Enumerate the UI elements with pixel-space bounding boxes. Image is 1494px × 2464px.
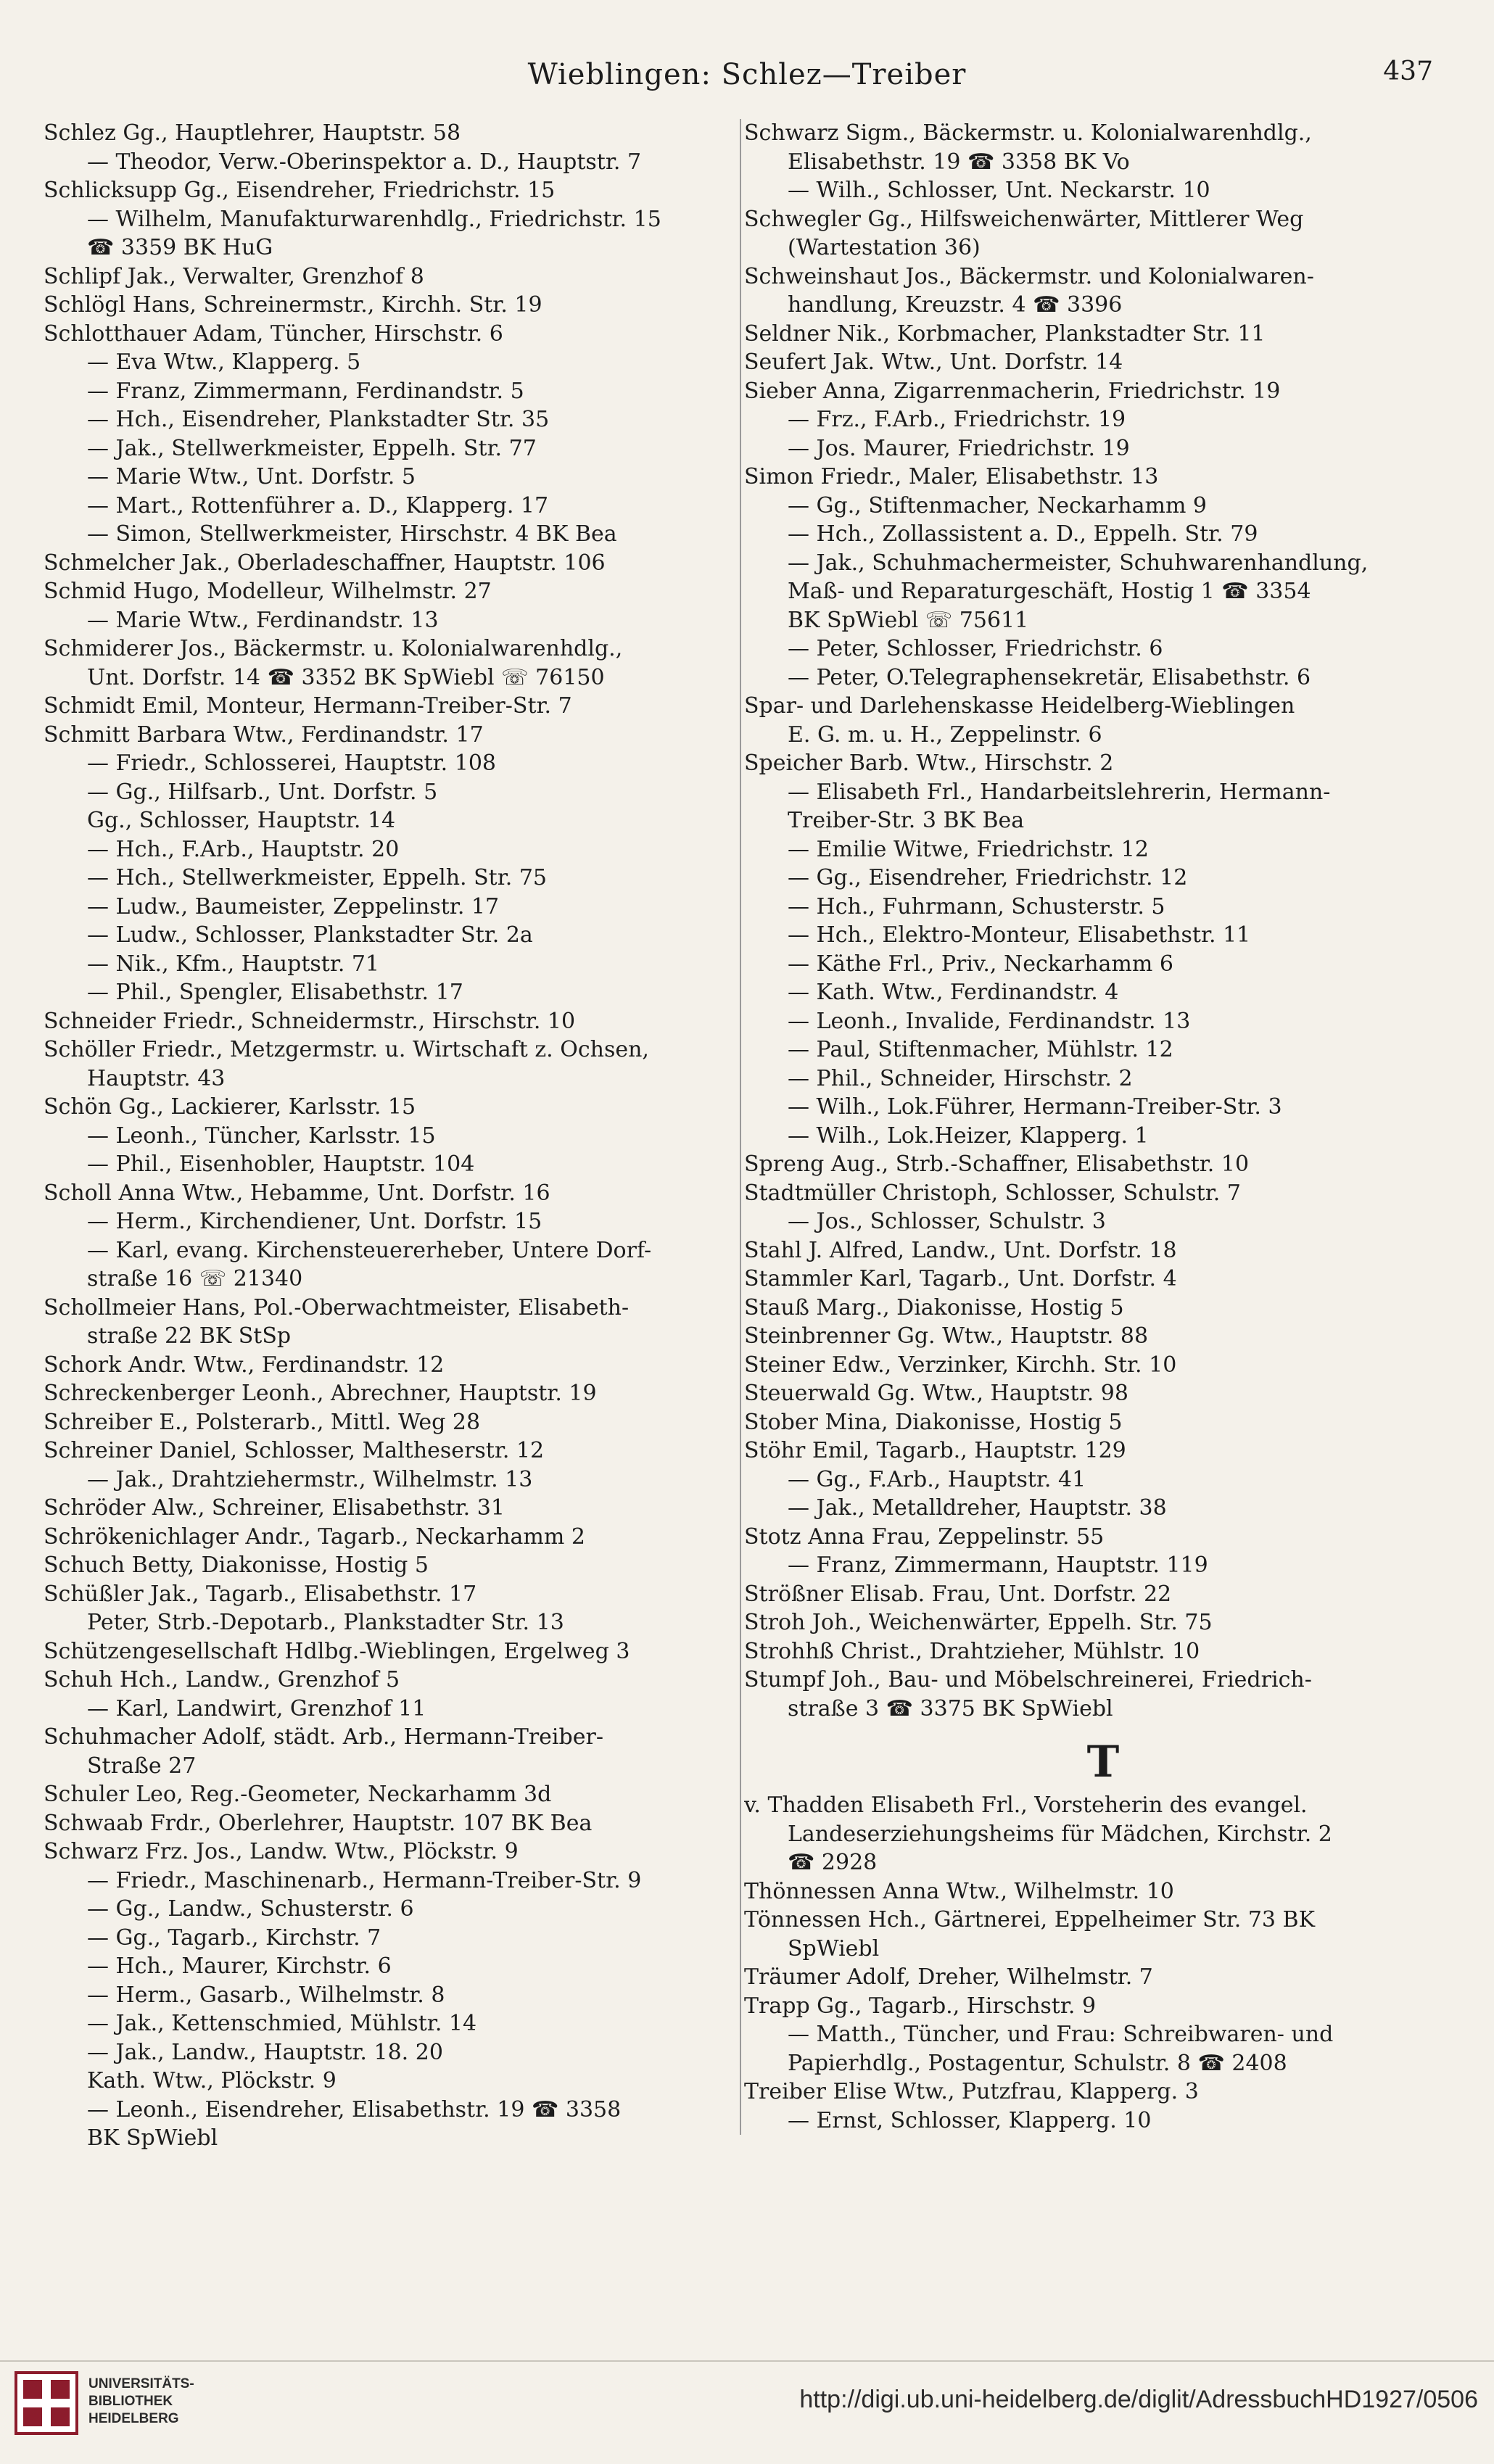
entry-line: — Gg., Eisendreher, Friedrichstr. 12 [788, 865, 1188, 890]
entry-line: Schlicksupp Gg., Eisendreher, Friedrichstr. 15 [44, 178, 556, 203]
entry-line: straße 22 BK StSp [87, 1323, 292, 1349]
entry-line: Steuerwald Gg. Wtw., Hauptstr. 98 [744, 1381, 1128, 1406]
entry-line: Schwaab Frdr., Oberlehrer, Hauptstr. 107 BK Bea [44, 1810, 593, 1836]
spacer [744, 1723, 1462, 1733]
entry-line: — Hch., Stellwerkmeister, Eppelh. Str. 75 [87, 865, 547, 890]
entry-line: Stadtmüller Christoph, Schlosser, Schulstr. 7 [744, 1180, 1241, 1206]
entry-line: Stober Mina, Diakonisse, Hostig 5 [744, 1409, 1123, 1435]
entry-line: — Karl, evang. Kirchensteuererheber, Untere Dorf- [87, 1237, 652, 1263]
entry-line: — Jak., Metalldreher, Hauptstr. 38 [788, 1495, 1167, 1521]
entry-line: Thönnessen Anna Wtw., Wilhelmstr. 10 [744, 1878, 1174, 1904]
entry-line: — Peter, O.Telegraphensekretär, Elisabethstr. 6 [788, 664, 1311, 690]
source-url-link[interactable]: http://digi.ub.uni-heidelberg.de/diglit/AdressbuchHD1927/0506 [799, 2386, 1478, 2413]
entry-line: — Jak., Schuhmachermeister, Schuhwarenhandlung, [788, 550, 1369, 576]
entry-line: — Frz., F.Arb., Friedrichstr. 19 [788, 407, 1126, 432]
entry-line: Schweinshaut Jos., Bäckermstr. und Kolonialwaren- [744, 263, 1314, 289]
entry-line: — Ernst, Schlosser, Klapperg. 10 [788, 2107, 1152, 2133]
entry-line: handlung, Kreuzstr. 4 ☎ 3396 [788, 292, 1123, 318]
entry-line: BK SpWiebl ☏ 75611 [788, 607, 1029, 633]
entry-line: — Matth., Tüncher, und Frau: Schreibwaren- und [788, 2022, 1334, 2047]
entry-line: Schmid Hugo, Modelleur, Wilhelmstr. 27 [44, 579, 492, 604]
entry-line: Stotz Anna Frau, Zeppelinstr. 55 [744, 1524, 1105, 1550]
entry-line: — Gg., Stiftenmacher, Neckarhamm 9 [788, 492, 1208, 518]
entry-line: Papierhdlg., Postagentur, Schulstr. 8 ☎ 2408 [788, 2050, 1287, 2076]
entry-line: Straße 27 [87, 1753, 197, 1779]
entry-line: Schlez Gg., Hauptlehrer, Hauptstr. 58 [44, 120, 461, 146]
entry-line: Maß- und Reparaturgeschäft, Hostig 1 ☎ 3354 [788, 579, 1311, 604]
entry-line: — Jak., Kettenschmied, Mühlstr. 14 [87, 2011, 477, 2036]
library-name [88, 2376, 234, 2428]
entry-line: — Leonh., Invalide, Ferdinandstr. 13 [788, 1008, 1191, 1034]
entry-line: Treiber Elise Wtw., Putzfrau, Klapperg. 3 [744, 2079, 1199, 2104]
entry-line: (Wartestation 36) [788, 235, 981, 260]
entry-line: — Wilhelm, Manufakturwarenhdlg., Friedrichstr. 15 [87, 206, 661, 232]
entry-line: Gg., Schlosser, Hauptstr. 14 [87, 808, 396, 833]
entry-line: — Hch., F.Arb., Hauptstr. 20 [87, 836, 400, 862]
entry-line: Schuhmacher Adolf, städt. Arb., Hermann-Treiber- [44, 1724, 603, 1750]
entry-line: Schön Gg., Lackierer, Karlsstr. 15 [44, 1094, 416, 1120]
entry-line: Hauptstr. 43 [87, 1065, 226, 1091]
entry-line: — Elisabeth Frl., Handarbeitslehrerin, Hermann- [788, 779, 1331, 805]
entry-line: Strohhß Christ., Drahtzieher, Mühlstr. 10 [744, 1638, 1200, 1664]
entry-line: — Hch., Zollassistent a. D., Eppelh. Str. 79 [788, 521, 1258, 547]
left-column [44, 119, 732, 2153]
entry-line: — Jos. Maurer, Friedrichstr. 19 [788, 435, 1130, 461]
entry-line: Schwarz Sigm., Bäckermstr. u. Kolonialwarenhdlg., [744, 120, 1312, 146]
entry-line: — Kath. Wtw., Ferdinandstr. 4 [788, 980, 1119, 1005]
entry-line: Stumpf Joh., Bau- und Möbelschreinerei, Friedrich- [744, 1667, 1312, 1692]
entry-line: — Franz, Zimmermann, Hauptstr. 119 [788, 1553, 1208, 1578]
entry-line: — Marie Wtw., Unt. Dorfstr. 5 [87, 464, 416, 489]
entry-line: Seldner Nik., Korbmacher, Plankstadter Str. 11 [744, 321, 1266, 347]
entry-line: Schlögl Hans, Schreinermstr., Kirchh. Str. 19 [44, 292, 542, 318]
entry-line: straße 16 ☏ 21340 [87, 1266, 303, 1291]
entry-line: Strößner Elisab. Frau, Unt. Dorfstr. 22 [744, 1581, 1172, 1607]
library-name-line: HEIDELBERG [88, 2411, 179, 2426]
section-letter: T [1086, 1737, 1120, 1787]
entry-line: Trapp Gg., Tagarb., Hirschstr. 9 [744, 1993, 1097, 2019]
entry-line: Spar- und Darlehenskasse Heidelberg-Wieblingen [744, 693, 1295, 719]
entry-line: Schmelcher Jak., Oberladeschaffner, Hauptstr. 106 [44, 550, 606, 576]
entry-line: Schreiner Daniel, Schlosser, Maltheserstr. 12 [44, 1438, 545, 1463]
entry-line: v. Thadden Elisabeth Frl., Vorsteherin des evangel. [744, 1793, 1308, 1818]
entry-line: Schollmeier Hans, Pol.-Oberwachtmeister, Elisabeth- [44, 1294, 630, 1320]
entry-line: Landeserziehungsheims für Mädchen, Kirchstr. 2 [788, 1821, 1332, 1847]
entry-line: Schuh Hch., Landw., Grenzhof 5 [44, 1667, 400, 1692]
entry-line: — Hch., Elektro-Monteur, Elisabethstr. 11 [788, 922, 1251, 948]
entry-line: Schüßler Jak., Tagarb., Elisabethstr. 17 [44, 1581, 477, 1607]
entry-line: — Phil., Eisenhobler, Hauptstr. 104 [87, 1152, 475, 1177]
entry-line: — Franz, Zimmermann, Ferdinandstr. 5 [87, 378, 524, 404]
entry-line: Schmidt Emil, Monteur, Hermann-Treiber-Str. 7 [44, 693, 572, 719]
entry-line: — Ludw., Schlosser, Plankstadter Str. 2a [87, 922, 533, 948]
entry-line: Schmiderer Jos., Bäckermstr. u. Kolonialwarenhdlg., [44, 636, 623, 661]
entry-line: — Friedr., Maschinenarb., Hermann-Treiber-Str. 9 [87, 1867, 642, 1893]
entry-line: Schlipf Jak., Verwalter, Grenzhof 8 [44, 263, 424, 289]
entry-line: — Hch., Fuhrmann, Schusterstr. 5 [788, 893, 1165, 919]
entry-line: — Theodor, Verw.-Oberinspektor a. D., Hauptstr. 7 [87, 149, 642, 175]
entry-line: — Mart., Rottenführer a. D., Klapperg. 17 [87, 492, 549, 518]
entry-line: Schwarz Frz. Jos., Landw. Wtw., Plöckstr. 9 [44, 1839, 519, 1864]
entry-line: Schmitt Barbara Wtw., Ferdinandstr. 17 [44, 722, 484, 748]
university-library-logo-icon [13, 2370, 80, 2436]
entry-line: — Gg., F.Arb., Hauptstr. 41 [788, 1466, 1086, 1492]
entry-line: Sieber Anna, Zigarrenmacherin, Friedrichstr. 19 [744, 378, 1281, 404]
entry-line: Speicher Barb. Wtw., Hirschstr. 2 [744, 751, 1114, 776]
entry-line: BK SpWiebl [87, 2125, 218, 2151]
entry-line: — Friedr., Schlosserei, Hauptstr. 108 [87, 751, 496, 776]
entry-line: Peter, Strb.-Depotarb., Plankstadter Str. 13 [87, 1610, 564, 1635]
entry-line: — Jos., Schlosser, Schulstr. 3 [788, 1209, 1106, 1234]
entry-line: Schreckenberger Leonh., Abrechner, Hauptstr. 19 [44, 1381, 597, 1406]
entry-line: Träumer Adolf, Dreher, Wilhelmstr. 7 [744, 1964, 1153, 1990]
entry-line: SpWiebl [788, 1935, 880, 1961]
entry-line: Steiner Edw., Verzinker, Kirchh. Str. 10 [744, 1352, 1177, 1378]
entry-line: — Simon, Stellwerkmeister, Hirschstr. 4 BK Bea [87, 521, 617, 547]
entry-line: — Eva Wtw., Klapperg. 5 [87, 350, 361, 375]
entry-line: — Karl, Landwirt, Grenzhof 11 [87, 1695, 426, 1721]
footer-divider [0, 2360, 1494, 2362]
entry-line: Tönnessen Hch., Gärtnerei, Eppelheimer Str. 73 BK [744, 1907, 1315, 1932]
entry-line: Schuch Betty, Diakonisse, Hostig 5 [44, 1553, 429, 1578]
entry-line: — Jak., Drahtziehermstr., Wilhelmstr. 13 [87, 1466, 533, 1492]
entry-line: Schröder Alw., Schreiner, Elisabethstr. 31 [44, 1495, 505, 1521]
entry-line: — Wilh., Lok.Führer, Hermann-Treiber-Str. 3 [788, 1094, 1282, 1120]
entry-line: — Phil., Spengler, Elisabethstr. 17 [87, 980, 463, 1005]
entry-line: Stammler Karl, Tagarb., Unt. Dorfstr. 4 [744, 1266, 1177, 1291]
entry-line: Stroh Joh., Weichenwärter, Eppelh. Str. 75 [744, 1610, 1213, 1635]
entry-line: — Peter, Schlosser, Friedrichstr. 6 [788, 636, 1163, 661]
entry-line: — Käthe Frl., Priv., Neckarhamm 6 [788, 951, 1173, 977]
library-name-line: UNIVERSITÄTS- [88, 2376, 194, 2391]
right-column [740, 119, 1462, 2135]
entry-line: — Herm., Kirchendiener, Unt. Dorfstr. 15 [87, 1209, 542, 1234]
entry-line: Schützengesellschaft Hdlbg.-Wieblingen, Ergelweg 3 [44, 1638, 630, 1664]
entry-line: Schreiber E., Polsterarb., Mittl. Weg 28 [44, 1409, 481, 1435]
entry-line: — Hch., Eisendreher, Plankstadter Str. 35 [87, 407, 550, 432]
entry-line: — Ludw., Baumeister, Zeppelinstr. 17 [87, 893, 500, 919]
entry-line: — Leonh., Tüncher, Karlsstr. 15 [87, 1123, 436, 1149]
running-header: Wieblingen: Schlez—Treiber [527, 58, 967, 91]
entry-line: Treiber-Str. 3 BK Bea [788, 808, 1025, 833]
entry-line: Schork Andr. Wtw., Ferdinandstr. 12 [44, 1352, 445, 1378]
page-number: 437 [1383, 57, 1433, 86]
entry-line: Schlotthauer Adam, Tüncher, Hirschstr. 6 [44, 321, 503, 347]
entry-line: ☎ 2928 [788, 1850, 878, 1875]
library-name-line: BIBLIOTHEK [88, 2394, 173, 2409]
entry-line: Schwegler Gg., Hilfsweichenwärter, Mittlerer Weg [744, 206, 1304, 232]
entry-line: Scholl Anna Wtw., Hebamme, Unt. Dorfstr. 16 [44, 1180, 550, 1206]
entry-line: Stauß Marg., Diakonisse, Hostig 5 [744, 1294, 1124, 1320]
entry-line: — Herm., Gasarb., Wilhelmstr. 8 [87, 1982, 445, 2008]
entry-line: Simon Friedr., Maler, Elisabethstr. 13 [744, 464, 1159, 489]
entry-line: Unt. Dorfstr. 14 ☎ 3352 BK SpWiebl ☏ 76150 [87, 664, 605, 690]
entry-line: — Leonh., Eisendreher, Elisabethstr. 19 ☎ 3358 [87, 2096, 622, 2122]
entry-line: straße 3 ☎ 3375 BK SpWiebl [788, 1695, 1113, 1721]
entry-line: Seufert Jak. Wtw., Unt. Dorfstr. 14 [744, 350, 1123, 375]
entry-line: — Jak., Landw., Hauptstr. 18. 20 [87, 2039, 443, 2065]
entry-line: E. G. m. u. H., Zeppelinstr. 6 [788, 722, 1102, 748]
entry-line: — Emilie Witwe, Friedrichstr. 12 [788, 836, 1149, 862]
entry-line: — Gg., Tagarb., Kirchstr. 7 [87, 1925, 381, 1951]
entry-line: Stöhr Emil, Tagarb., Hauptstr. 129 [744, 1438, 1126, 1463]
entry-line: Steinbrenner Gg. Wtw., Hauptstr. 88 [744, 1323, 1149, 1349]
entry-line: Schneider Friedr., Schneidermstr., Hirschstr. 10 [44, 1008, 576, 1034]
entry-line: Schöller Friedr., Metzgermstr. u. Wirtschaft z. Ochsen, [44, 1037, 649, 1062]
entry-line: Spreng Aug., Strb.-Schaffner, Elisabethstr. 10 [744, 1152, 1250, 1177]
entry-line: — Gg., Hilfsarb., Unt. Dorfstr. 5 [87, 779, 438, 805]
entry-line: Schrökenichlager Andr., Tagarb., Neckarhamm 2 [44, 1524, 585, 1550]
entry-line: Elisabethstr. 19 ☎ 3358 BK Vo [788, 149, 1130, 175]
entry-line: — Phil., Schneider, Hirschstr. 2 [788, 1065, 1133, 1091]
entry-line: — Hch., Maurer, Kirchstr. 6 [87, 1954, 392, 1979]
entry-line: — Marie Wtw., Ferdinandstr. 13 [87, 607, 439, 633]
entry-line: — Jak., Stellwerkmeister, Eppelh. Str. 77 [87, 435, 537, 461]
entry-line: — Nik., Kfm., Hauptstr. 71 [87, 951, 380, 977]
entry-line: — Wilh., Lok.Heizer, Klapperg. 1 [788, 1123, 1149, 1149]
entry-line: Schuler Leo, Reg.-Geometer, Neckarhamm 3d [44, 1782, 552, 1807]
entry-line: ☎ 3359 BK HuG [87, 235, 273, 260]
entry-line: — Wilh., Schlosser, Unt. Neckarstr. 10 [788, 178, 1210, 203]
entry-line: — Paul, Stiftenmacher, Mühlstr. 12 [788, 1037, 1173, 1062]
entry-line: Stahl J. Alfred, Landw., Unt. Dorfstr. 18 [744, 1237, 1177, 1263]
entry-line: Kath. Wtw., Plöckstr. 9 [87, 2068, 337, 2093]
entry-line: — Gg., Landw., Schusterstr. 6 [87, 1896, 414, 1922]
